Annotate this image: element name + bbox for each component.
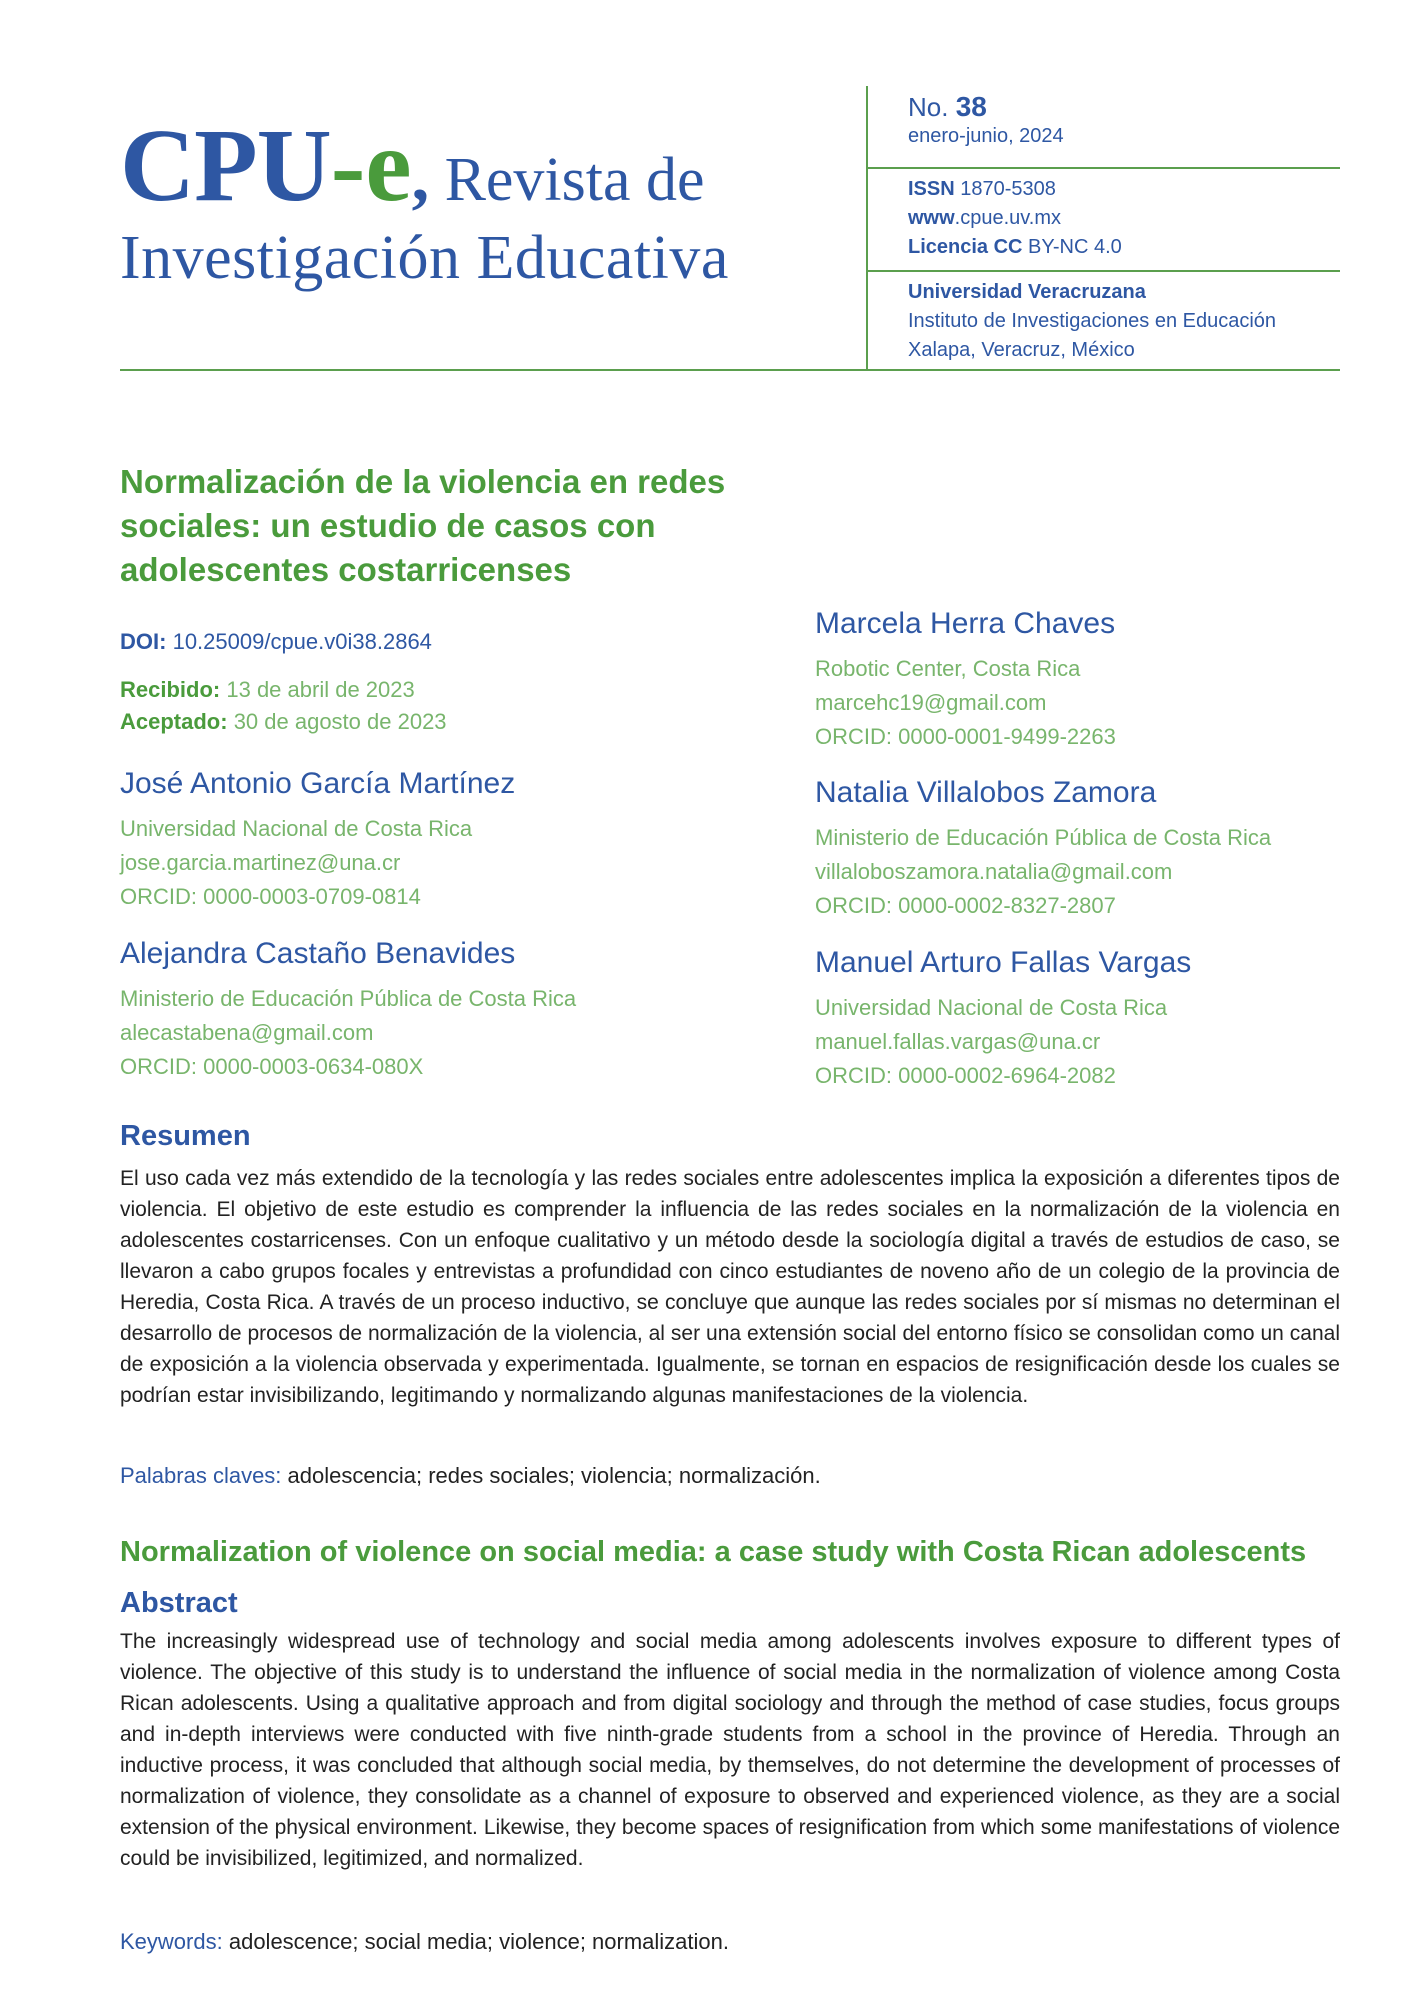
author-name: José Antonio García Martínez	[120, 767, 516, 800]
accepted-date: 30 de agosto de 2023	[233, 709, 447, 734]
keywords-label: Palabras claves:	[120, 1463, 282, 1488]
doi-line	[120, 626, 432, 658]
author-orcid[interactable]: ORCID: 0000-0003-0634-080X	[120, 1054, 424, 1079]
header-vertical-divider	[866, 86, 868, 371]
keywords-list: adolescence; social media; violence; normalization.	[228, 1929, 729, 1954]
journal-identifiers	[908, 175, 1122, 262]
author-orcid[interactable]: ORCID: 0000-0003-0709-0814	[120, 884, 421, 909]
author-name: Marcela Herra Chaves	[815, 607, 1116, 640]
author-affiliation: Universidad Nacional de Costa Rica	[815, 995, 1168, 1020]
journal-name-comma: ,	[411, 139, 430, 216]
article-title: Normalización de la violencia en redes sociales: un estudio de casos con adolescentes costarricenses	[120, 463, 726, 588]
dates-block	[120, 674, 447, 738]
license-label: Licencia CC	[908, 236, 1023, 258]
journal-masthead	[120, 108, 820, 294]
university-name: Universidad Veracruzana	[908, 281, 1146, 303]
author-affiliation: Ministerio de Educación Pública de Costa Rica	[815, 825, 1272, 850]
author-block	[815, 773, 1271, 923]
resumen-keywords	[120, 1460, 821, 1492]
journal-name-line2: Investigación Educativa	[120, 224, 729, 292]
accepted-label: Aceptado:	[120, 709, 228, 734]
author-email[interactable]: marcehc19@gmail.com	[815, 690, 1047, 715]
issn-value: 1870-5308	[960, 178, 1056, 200]
author-affiliation: Robotic Center, Costa Rica	[815, 656, 1081, 681]
received-date: 13 de abril de 2023	[226, 677, 415, 702]
author-email[interactable]: manuel.fallas.vargas@una.cr	[815, 1029, 1101, 1054]
author-affiliation: Universidad Nacional de Costa Rica	[120, 816, 473, 841]
institution-location: Xalapa, Veracruz, México	[908, 339, 1135, 361]
header-info-divider-1	[866, 167, 1340, 169]
institution-info	[908, 278, 1276, 365]
author-name: Manuel Arturo Fallas Vargas	[815, 946, 1192, 979]
license-value: BY-NC 4.0	[1028, 236, 1122, 258]
resumen-heading: Resumen	[120, 1120, 251, 1152]
issue-no-label: No.	[908, 92, 949, 122]
author-orcid[interactable]: ORCID: 0000-0002-8327-2807	[815, 893, 1116, 918]
author-email[interactable]: alecastabena@gmail.com	[120, 1020, 374, 1045]
author-block	[815, 943, 1191, 1093]
author-orcid[interactable]: ORCID: 0000-0002-6964-2082	[815, 1063, 1116, 1088]
header-info-divider-2	[866, 270, 1340, 272]
abstract-heading: Abstract	[120, 1587, 238, 1619]
journal-name-dash: -	[330, 108, 366, 223]
journal-name-line1	[120, 108, 820, 223]
journal-name-cpu: CPU	[120, 108, 331, 223]
abstract-keywords	[120, 1926, 729, 1958]
received-label: Recibido:	[120, 677, 221, 702]
keywords-label: Keywords:	[120, 1929, 223, 1954]
author-block	[815, 604, 1116, 754]
abstract-text: The increasingly widespread use of technology and social media among adolescents involves exposure to different types of violence. The objective of this study is to understand the influence of social media in the normalization of violence among Costa Rican adolescents. Using a qualitative approach and from digital sociology and through the method of case studies, focus groups and in-depth interviews were conducted with five ninth-grade students from a school in the province of Heredia. Through an inductive process, it was concluded that although social media, by themselves, do not determine the development of processes of normalization of violence, they consolidate as a channel of exposure to observed and experienced violence, as they are a social extension of the physical environment. Likewise, they become spaces of resignification from which some manifestations of violence could be invisibilized, legitimized, and normalized.	[120, 1630, 1340, 1870]
author-name: Natalia Villalobos Zamora	[815, 776, 1157, 809]
author-block	[120, 764, 515, 914]
author-orcid[interactable]: ORCID: 0000-0001-9499-2263	[815, 724, 1116, 749]
english-title: Normalization of violence on social media: a case study with Costa Rican adolescents	[120, 1536, 1307, 1568]
institute-name: Instituto de Investigaciones en Educación	[908, 310, 1277, 332]
header-bottom-rule	[120, 369, 1340, 371]
issn-label: ISSN	[908, 178, 955, 200]
author-block	[120, 934, 576, 1084]
journal-name-e: e	[365, 108, 412, 223]
author-email[interactable]: villaloboszamora.natalia@gmail.com	[815, 859, 1173, 884]
journal-name-revista: Revista de	[444, 146, 705, 214]
issue-date: enero-junio, 2024	[908, 125, 1064, 147]
author-affiliation: Ministerio de Educación Pública de Costa Rica	[120, 986, 577, 1011]
author-email[interactable]: jose.garcia.martinez@una.cr	[120, 850, 401, 875]
issue-number: 38	[955, 91, 987, 122]
keywords-list: adolescencia; redes sociales; violencia; normalización.	[287, 1463, 821, 1488]
website-link[interactable]: .cpue.uv.mx	[954, 207, 1062, 229]
author-name: Alejandra Castaño Benavides	[120, 937, 516, 970]
resumen-text: El uso cada vez más extendido de la tecnología y las redes sociales entre adolescentes implica la exposición a diferentes tipos de violencia. El objetivo de este estudio es comprender la influencia de las redes sociales en la normalización de la violencia en adolescentes costarricenses. Con un enfoque cualitativo y un método desde la sociología digital a través de estudios de caso, se llevaron a cabo grupos focales y entrevistas a profundidad con cinco estudiantes de noveno año de un colegio de la provincia de Heredia, Costa Rica. A través de un proceso inductivo, se concluye que aunque las redes sociales por sí mismas no determinan el desarrollo de procesos de normalización de la violencia, al ser una extensión social del entorno físico se consolidan como un canal de exposición a la violencia observada y experimentada. Igualmente, se tornan en espacios de resignificación desde los cuales se podrían estar invisibilizando, legitimando y normalizando algunas manifestaciones de la violencia.	[120, 1167, 1340, 1407]
website-label: www	[908, 207, 955, 229]
doi-link[interactable]: 10.25009/cpue.v0i38.2864	[172, 629, 432, 654]
issue-info	[908, 92, 1064, 151]
doi-label: DOI:	[120, 629, 167, 654]
